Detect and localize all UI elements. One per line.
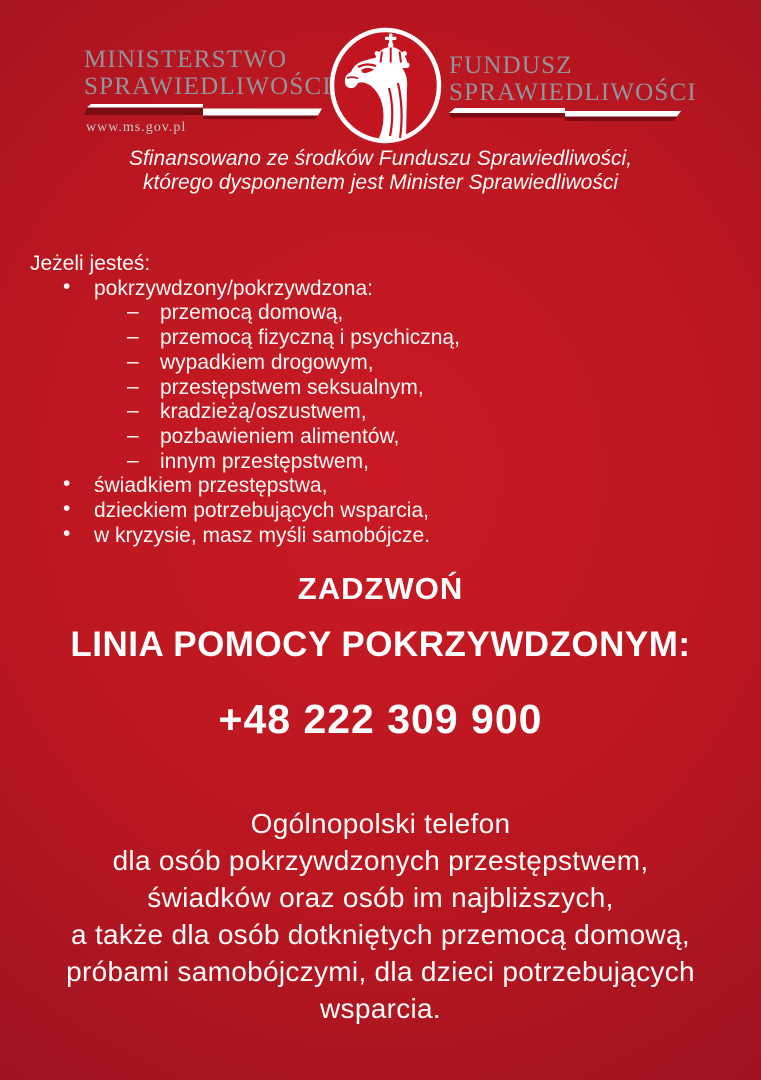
list-subitem: [30, 301, 730, 326]
ministry-url: www.ms.gov.pl: [86, 120, 187, 135]
dash-icon: –: [127, 448, 139, 472]
eagle-emblem-icon: [327, 26, 444, 145]
list-subitem-text: innym przestępstwem,: [160, 449, 369, 473]
list-item-text: świadkiem przestępstwa,: [94, 474, 328, 498]
list-subitem-text: przemocą fizyczną i psychiczną,: [160, 326, 460, 350]
phone-number: +48 222 309 900: [218, 696, 543, 742]
list-item: [30, 521, 730, 549]
funding-credit-line1: Sfinansowano ze środków Funduszu Sprawiedliwości,: [128, 147, 633, 170]
dash-icon: –: [127, 423, 139, 447]
list-item: [30, 274, 730, 302]
list-subitem-text: przemocą domową,: [160, 301, 344, 325]
fund-logo-line1: FUNDUSZ: [449, 52, 573, 79]
bullet-icon: •: [63, 274, 71, 298]
fund-logo-line2: SPRAWIEDLIWOŚCI: [449, 79, 697, 106]
list-subitem-text: kradzieżą/oszustwem,: [160, 400, 367, 424]
dash-icon: –: [127, 399, 139, 423]
funding-credit-line2: którego dysponentem jest Minister Sprawiedliwości: [142, 171, 619, 194]
list-subitem-text: pozbawieniem alimentów,: [160, 424, 400, 448]
footer-line: Ogólnopolski telefon: [250, 808, 511, 839]
dash-icon: –: [127, 325, 139, 349]
list-subitem: [30, 326, 730, 351]
fund-logo: [449, 52, 697, 106]
ministry-logo-line2: SPRAWIEDLIWOŚCI: [84, 73, 332, 100]
list-intro-text: Jeżeli jesteś:: [30, 252, 151, 275]
list-intro: [30, 252, 730, 277]
footer-paragraph: [0, 805, 761, 1027]
list-subitem: [30, 450, 730, 475]
bullet-icon: •: [63, 497, 71, 521]
dash-icon: –: [127, 374, 139, 398]
funding-credit: [0, 147, 761, 195]
ministry-logo: [84, 46, 332, 100]
list-item-text: dzieckiem potrzebujących wsparcia,: [94, 499, 429, 523]
call-heading: ZADZWOŃ: [297, 571, 464, 606]
footer-line: świadków oraz osób im najbliższych,: [147, 882, 614, 913]
list-subitem: [30, 425, 730, 450]
footer-line: próbami samobójczymi, dla dzieci potrzebujących: [66, 956, 695, 987]
bullet-icon: •: [63, 472, 71, 496]
conditions-list: [30, 252, 730, 548]
footer-line: wsparcia.: [320, 993, 441, 1024]
ministry-logo-line1: MINISTERSTWO: [84, 46, 288, 73]
list-subitem: [30, 400, 730, 425]
list-subitem: [30, 376, 730, 401]
list-subitem-text: przestępstwem seksualnym,: [160, 375, 424, 399]
list-subitem-text: wypadkiem drogowym,: [160, 350, 374, 374]
dash-icon: –: [127, 349, 139, 373]
dash-icon: –: [127, 300, 139, 324]
bullet-icon: •: [63, 521, 71, 545]
helpline-title: LINIA POMOCY POKRZYWDZONYM:: [70, 625, 691, 664]
footer-line: dla osób pokrzywdzonych przestępstwem,: [112, 845, 649, 876]
list-item: [30, 499, 730, 524]
list-item-text: pokrzywdzony/pokrzywdzona:: [94, 276, 373, 300]
fund-flag-ribbon-icon: [449, 107, 681, 129]
list-item-text: w kryzysie, masz myśli samobójcze.: [94, 523, 431, 547]
list-subitem: [30, 351, 730, 376]
list-item: [30, 474, 730, 499]
footer-line: a także dla osób dotkniętych przemocą domową,: [71, 919, 690, 950]
